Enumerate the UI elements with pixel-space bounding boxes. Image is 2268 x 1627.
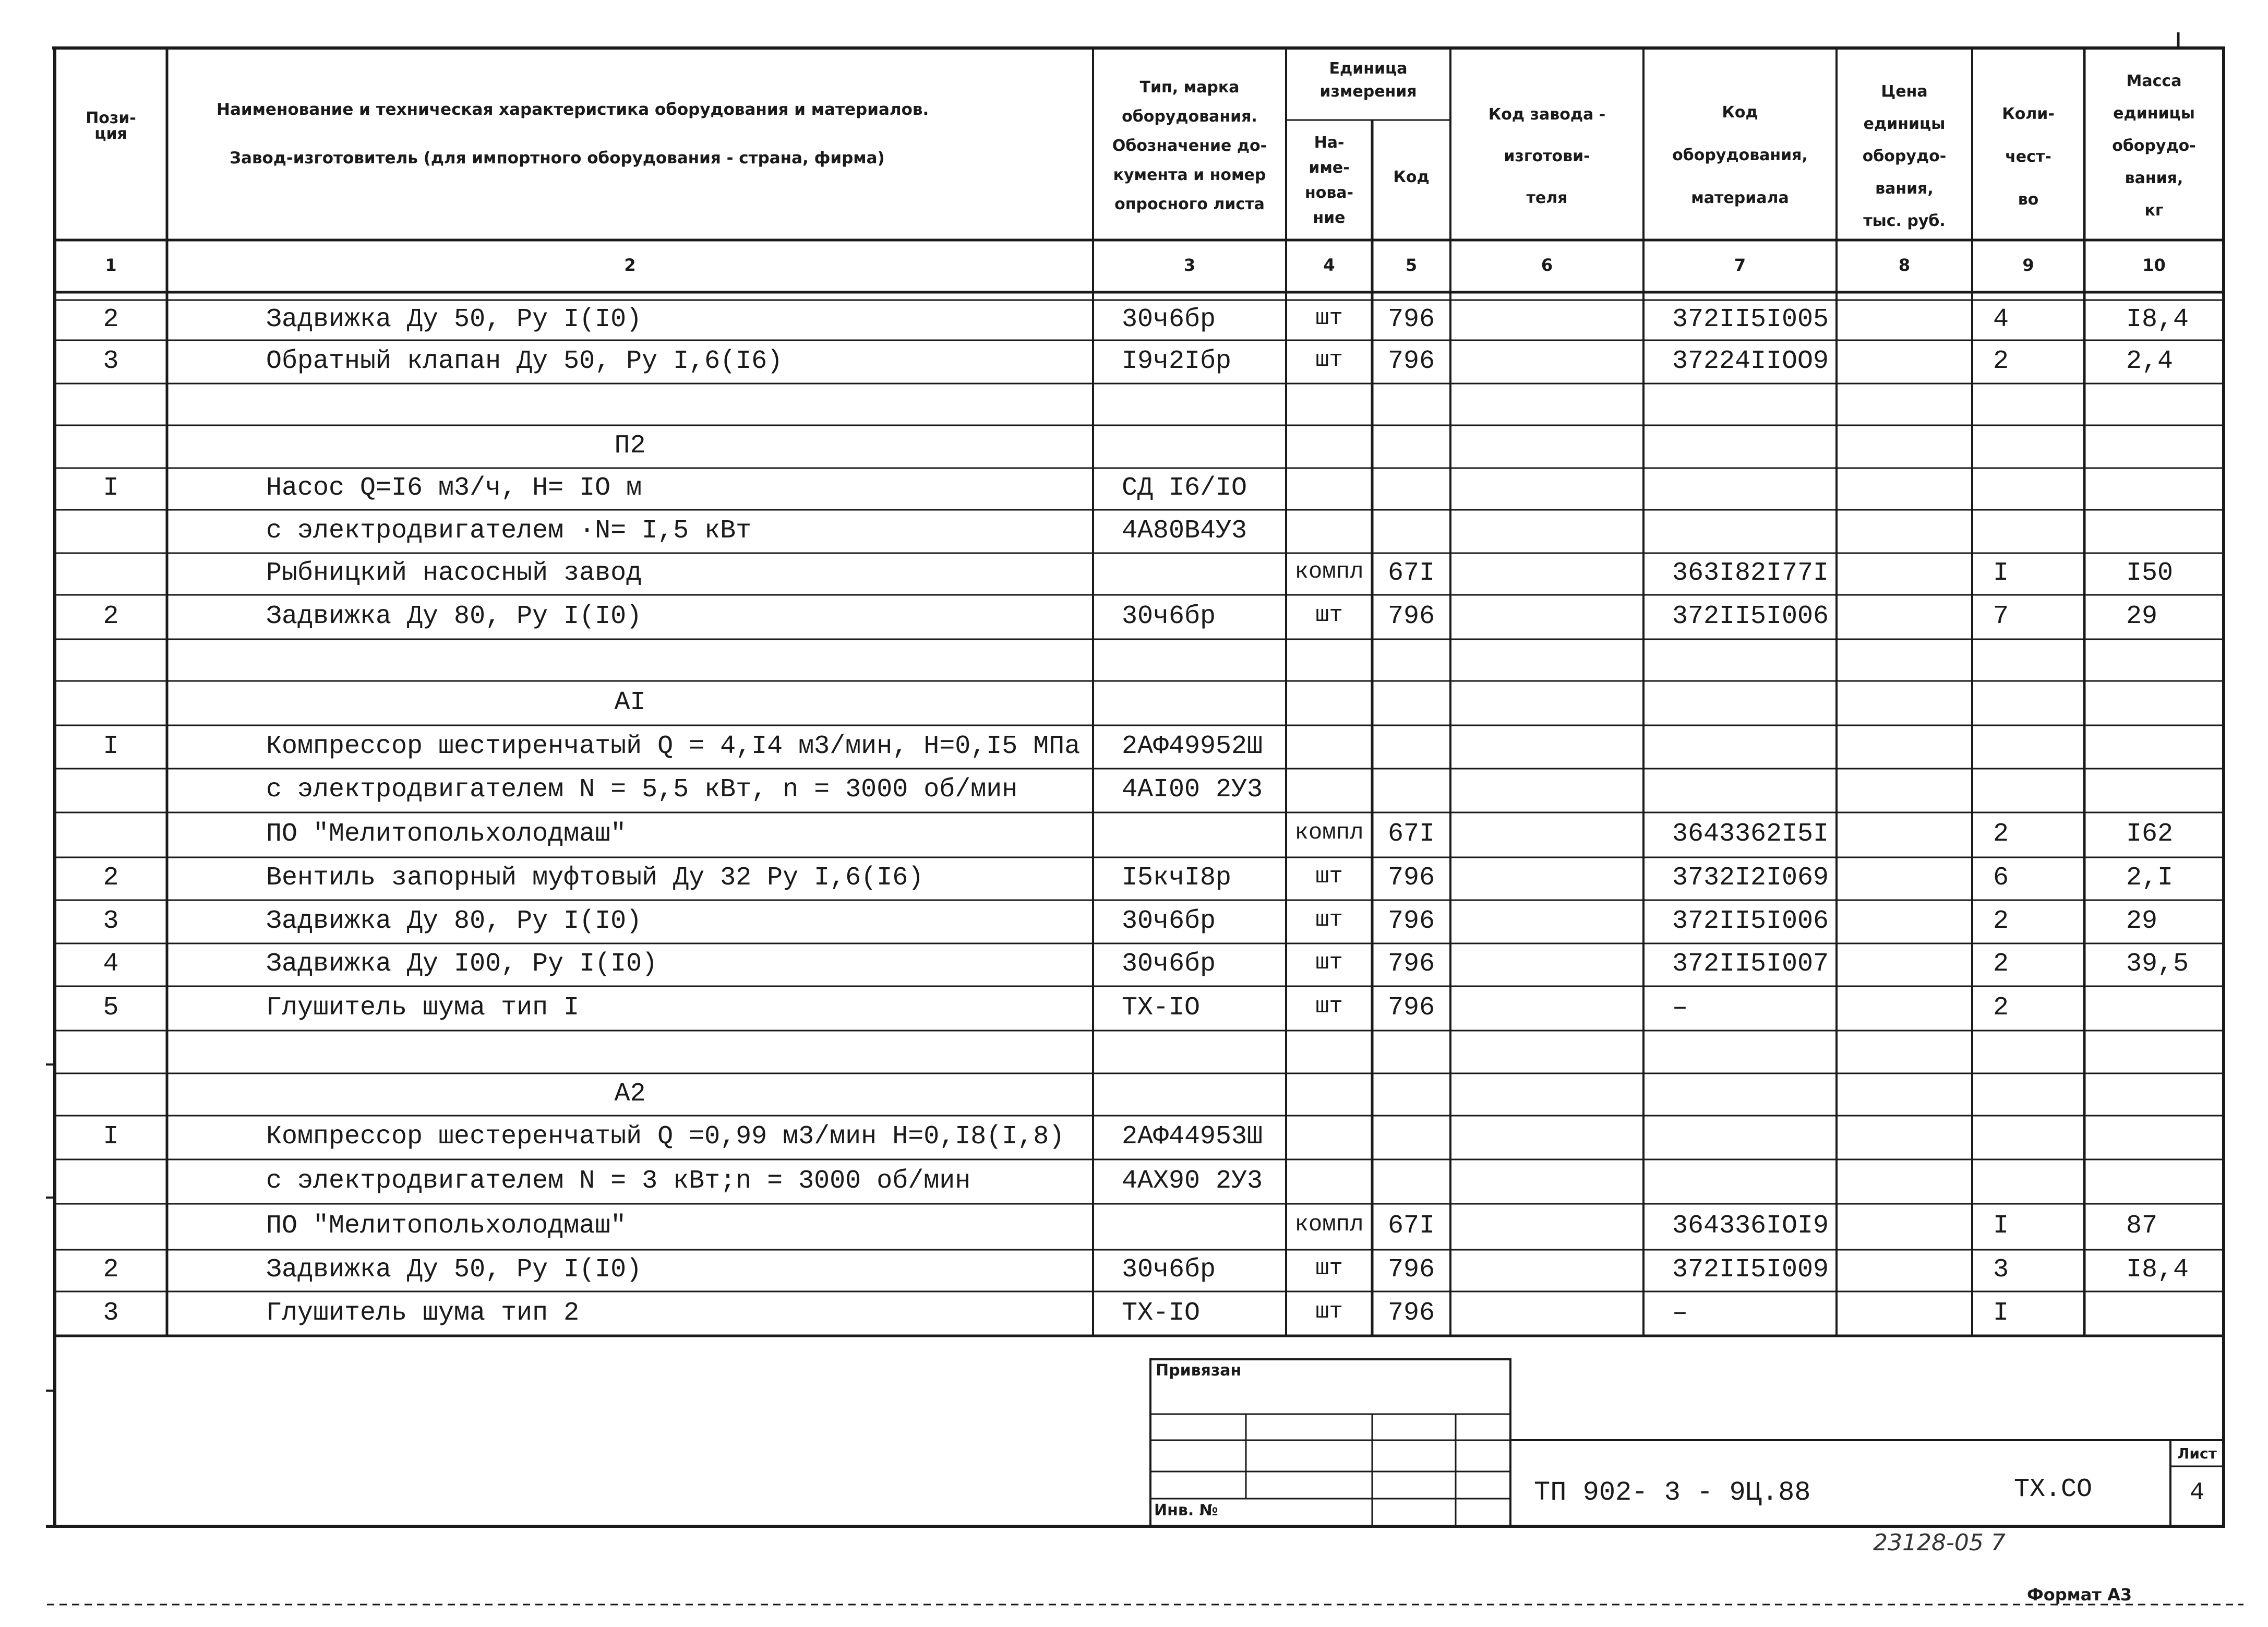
column-number: 5 (1405, 255, 1418, 275)
header-mass: Масса единицы оборудо- вания, кг (2112, 72, 2196, 220)
row-name: Задвижка Ду I00, Ру I(I0) (266, 949, 658, 979)
column-number: 8 (1898, 255, 1911, 275)
row-equipment-code: 372II5I006 (1672, 601, 1829, 631)
row-position: 2 (103, 601, 119, 631)
row-type: 30ч6бр (1122, 949, 1216, 979)
row-name: Обратный клапан Ду 50, Ру I,6(I6) (266, 346, 783, 376)
row-name: Насос Q=I6 м3/ч, Н= IO м (266, 473, 642, 503)
row-mass: I8,4 (2126, 1255, 2189, 1285)
row-equipment-code: 372II5I005 (1672, 304, 1829, 334)
row-unit: шт (1315, 906, 1343, 933)
row-equipment-code: 372II5I007 (1672, 949, 1829, 979)
row-unit: компл (1294, 820, 1364, 846)
row-name: П2 (614, 431, 646, 461)
row-quantity: 4 (1993, 304, 2009, 334)
row-unit-code: 796 (1387, 863, 1435, 893)
header-name-line2: Завод-изготовитель (для импортного оборудования - страна, фирма) (230, 149, 885, 168)
row-unit-code: 796 (1387, 346, 1435, 376)
stamp-inv-number: Инв. № (1154, 1501, 1218, 1520)
row-type: 30ч6бр (1122, 601, 1216, 631)
row-unit: компл (1294, 559, 1364, 585)
row-equipment-code: 364336IOI9 (1672, 1211, 1829, 1241)
row-name: ПО "Мелитопольхолодмаш" (266, 819, 627, 849)
header-factory-code: Код завода - изготови- теля (1488, 105, 1606, 207)
row-equipment-code: 372II5I006 (1672, 906, 1829, 936)
row-unit: шт (1315, 1298, 1343, 1325)
header-unit-code: Код (1393, 168, 1430, 186)
row-quantity: I (1993, 558, 2009, 588)
row-unit: компл (1294, 1212, 1364, 1238)
handwritten-number: 23128-05 7 (1873, 1529, 2006, 1556)
header-quantity: Коли- чест- во (2002, 105, 2055, 209)
row-quantity: I (1993, 1211, 2009, 1241)
row-unit-code: 796 (1387, 304, 1435, 334)
row-unit-code: 796 (1387, 906, 1435, 936)
row-type: 30ч6бр (1122, 1255, 1216, 1285)
row-position: 4 (103, 949, 119, 979)
row-mass: I8,4 (2126, 304, 2189, 334)
row-name: Глушитель шума тип 2 (266, 1298, 580, 1328)
row-quantity: 6 (1993, 863, 2009, 893)
row-position: I (103, 473, 119, 503)
header-unit-group: Единица измерения (1319, 59, 1417, 101)
header-position: Пози- ция (86, 109, 136, 143)
stamp-list-label: Лист (2177, 1445, 2217, 1462)
row-name: Компрессор шестеренчатый Q =0,99 м3/мин Н=0,I8(I,8) (266, 1122, 1065, 1152)
row-name: Задвижка Ду 50, Ру I(I0) (266, 1255, 642, 1285)
row-unit: шт (1315, 305, 1343, 331)
row-name: Рыбницкий насосный завод (266, 558, 642, 588)
row-mass: 2,I (2126, 863, 2174, 893)
row-position: 3 (103, 346, 119, 376)
row-name: Глушитель шума тип I (266, 992, 580, 1023)
row-equipment-code: – (1672, 992, 1688, 1023)
row-position: 5 (103, 992, 119, 1023)
stamp-sheet-code: ТХ.СО (2014, 1475, 2093, 1504)
row-quantity: 2 (1993, 992, 2009, 1023)
row-unit-code: 796 (1387, 601, 1435, 631)
header-price: Цена единицы оборудо- вания, тыс. руб. (1862, 82, 1947, 230)
format-label: Формат А3 (2027, 1585, 2132, 1605)
row-type: 4АI00 2У3 (1122, 775, 1263, 805)
row-equipment-code: – (1672, 1298, 1688, 1328)
row-position: 2 (103, 304, 119, 334)
row-unit-code: 796 (1387, 1298, 1435, 1328)
row-name: Компрессор шестиренчатый Q = 4,I4 м3/мин, Н=0,I5 МПа (266, 731, 1081, 761)
row-name: Вентиль запорный муфтовый Ду 32 Ру I,6(I6) (266, 863, 924, 893)
row-type: 30ч6бр (1122, 304, 1216, 334)
row-type: ТХ-IO (1122, 992, 1201, 1023)
row-quantity: 2 (1993, 949, 2009, 979)
row-position: 2 (103, 863, 119, 893)
row-unit: шт (1315, 346, 1343, 373)
row-position: 2 (103, 1255, 119, 1285)
row-name: А2 (614, 1079, 646, 1109)
column-number: 2 (624, 255, 636, 275)
row-position: 3 (103, 1298, 119, 1328)
row-position: I (103, 731, 119, 761)
column-number: 3 (1183, 255, 1196, 275)
header-type: Тип, марка оборудования. Обозначение до- кумента и номер опросного листа (1112, 78, 1267, 213)
row-equipment-code: 3643362I5I (1672, 819, 1829, 849)
row-unit: шт (1315, 993, 1343, 1020)
row-unit: шт (1315, 864, 1343, 890)
column-number: 7 (1734, 255, 1746, 275)
row-type: 2АФ44953Ш (1122, 1122, 1263, 1152)
header-unit-name: На- име- нова- ние (1304, 134, 1354, 227)
row-mass: 29 (2126, 906, 2158, 936)
row-mass: 39,5 (2126, 949, 2189, 979)
stamp-list-number: 4 (2189, 1479, 2205, 1507)
row-mass: I50 (2126, 558, 2174, 588)
row-position: 3 (103, 906, 119, 936)
row-unit-code: 796 (1387, 992, 1435, 1023)
row-name: с электродвигателем N = 3 кВт;n = 3000 об/мин (266, 1166, 971, 1196)
row-mass: 87 (2126, 1211, 2158, 1241)
row-name: АI (614, 687, 646, 717)
column-number: 1 (105, 255, 117, 275)
row-type: 4А80В4У3 (1122, 516, 1247, 546)
row-unit: шт (1315, 602, 1343, 628)
row-unit-code: 796 (1387, 1255, 1435, 1285)
row-type: 4АХ90 2У3 (1122, 1166, 1263, 1196)
row-quantity: 2 (1993, 346, 2009, 376)
row-name: ПО "Мелитопольхолодмаш" (266, 1211, 627, 1241)
row-type: 30ч6бр (1122, 906, 1216, 936)
row-equipment-code: 37224IIOO9 (1672, 346, 1829, 376)
row-quantity: 2 (1993, 819, 2009, 849)
stamp-doc-code: ТП 902- 3 - 9Ц.88 (1534, 1477, 1811, 1508)
row-type: 2АФ49952Ш (1122, 731, 1263, 761)
row-equipment-code: 3732I2I069 (1672, 863, 1829, 893)
row-mass: 29 (2126, 601, 2158, 631)
row-name: Задвижка Ду 80, Ру I(I0) (266, 906, 642, 936)
column-number: 6 (1541, 255, 1553, 275)
header-name-line1: Наименование и техническая характеристика оборудования и материалов. (217, 100, 929, 119)
row-mass: 2,4 (2126, 346, 2174, 376)
row-quantity: 2 (1993, 906, 2009, 936)
row-unit-code: 796 (1387, 949, 1435, 979)
stamp-privyazan: Привязан (1156, 1361, 1242, 1380)
row-type: I5кчI8р (1122, 863, 1232, 893)
row-equipment-code: 372II5I009 (1672, 1255, 1829, 1285)
row-type: СД I6/IO (1122, 473, 1247, 503)
row-type: I9ч2Iбр (1122, 346, 1232, 376)
row-quantity: 3 (1993, 1255, 2009, 1285)
row-position: I (103, 1122, 119, 1152)
row-mass: I62 (2126, 819, 2174, 849)
row-unit: шт (1315, 1255, 1343, 1282)
row-name: с электродвигателем N = 5,5 кВт, n = 3000 об/мин (266, 775, 1018, 805)
column-number: 4 (1323, 255, 1335, 275)
row-quantity: I (1993, 1298, 2009, 1328)
row-unit-code: 67I (1387, 819, 1435, 849)
row-name: Задвижка Ду 80, Ру I(I0) (266, 601, 642, 631)
row-equipment-code: 363I82I77I (1672, 558, 1829, 588)
row-unit: шт (1315, 950, 1343, 976)
row-unit-code: 67I (1387, 1211, 1435, 1241)
column-number: 10 (2142, 255, 2166, 275)
row-unit-code: 67I (1387, 558, 1435, 588)
column-number: 9 (2022, 255, 2034, 275)
row-name: Задвижка Ду 50, Ру I(I0) (266, 304, 642, 334)
row-name: с электродвигателем ·N= I,5 кВт (266, 516, 752, 546)
header-equipment-code: Код оборудования, материала (1672, 103, 1808, 207)
row-type: ТХ-IO (1122, 1298, 1201, 1328)
row-quantity: 7 (1993, 601, 2009, 631)
